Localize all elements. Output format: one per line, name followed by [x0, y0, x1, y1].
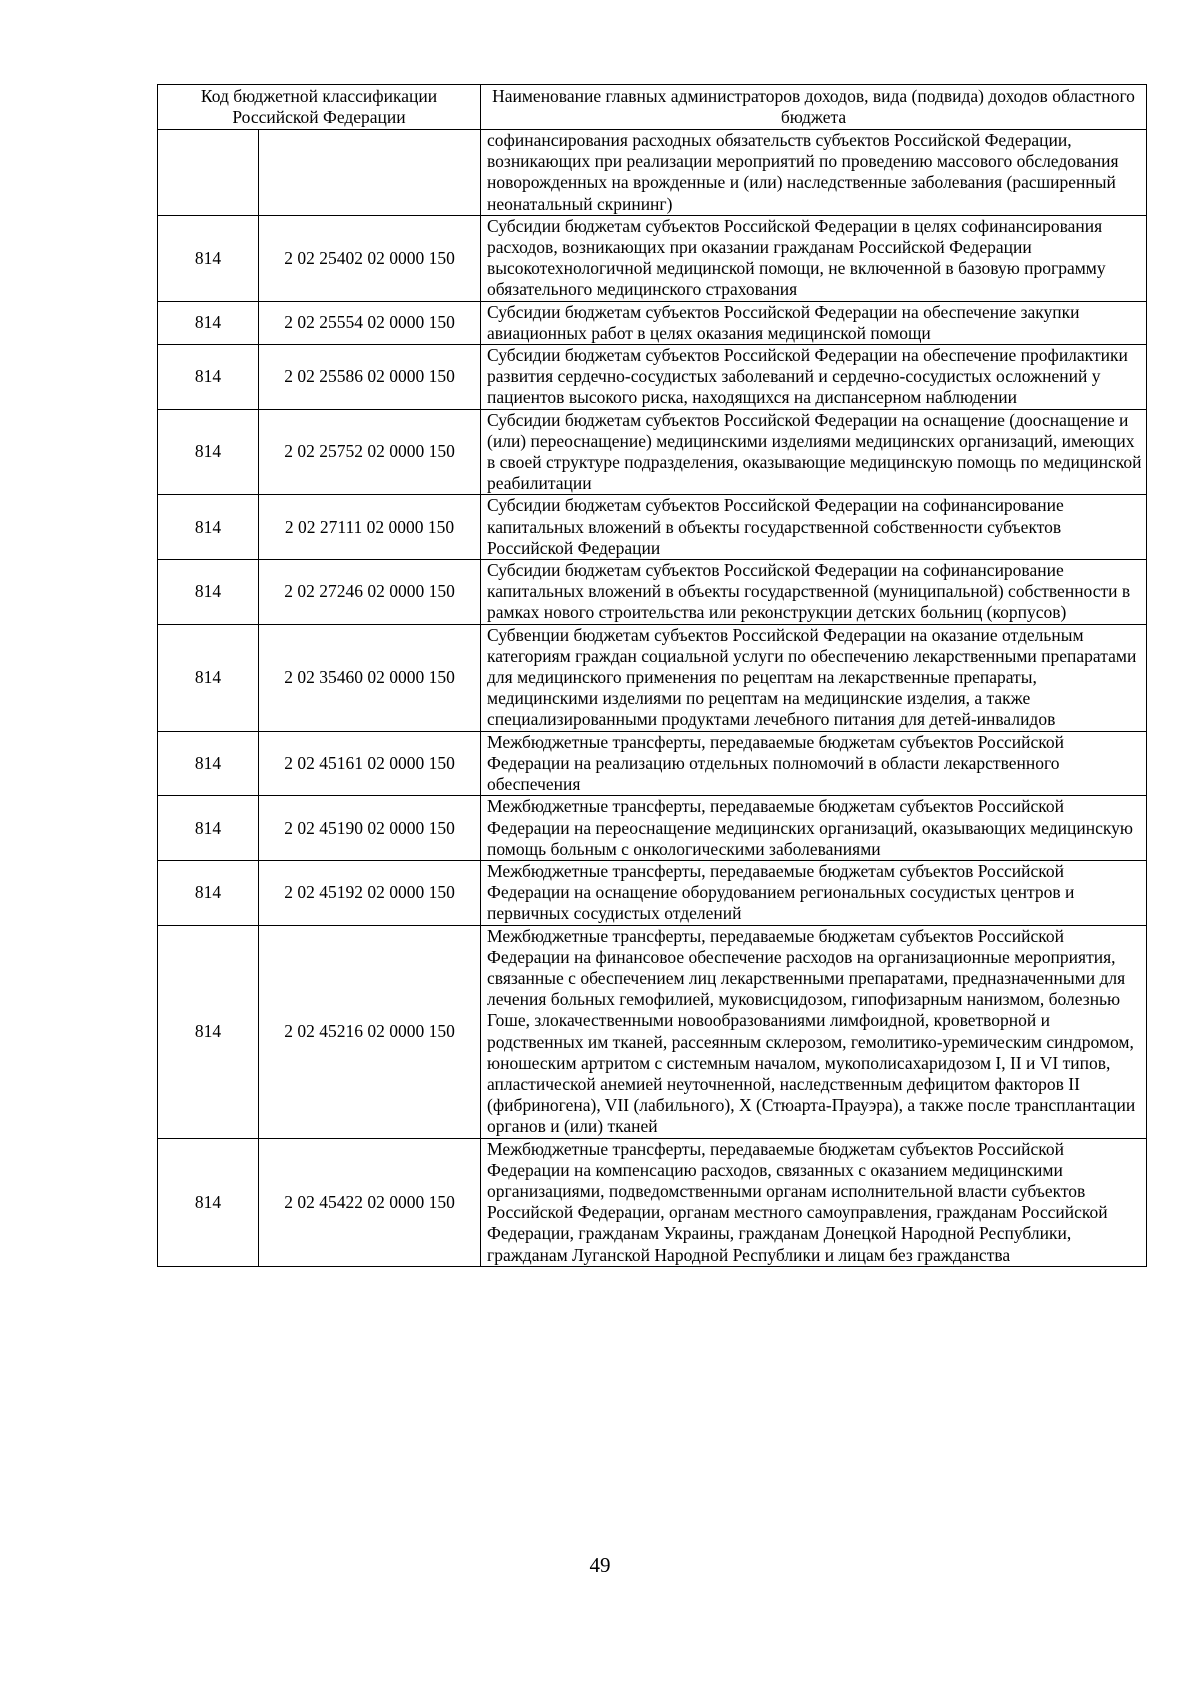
budget-code-cell — [259, 130, 481, 216]
admin-code-cell: 814 — [158, 731, 259, 796]
header-name: Наименование главных администраторов доходов, вида (подвида) доходов областного бюджета — [481, 85, 1147, 130]
income-name-cell: Субсидии бюджетам субъектов Российской Федерации на софинансирование капитальных вложений в объекты государственной собственности субъектов Российской Федерации — [481, 495, 1147, 560]
table-row — [158, 345, 1147, 410]
admin-code-cell: 814 — [158, 860, 259, 925]
budget-code-cell: 2 02 45422 02 0000 150 — [259, 1138, 481, 1266]
admin-code-cell: 814 — [158, 925, 259, 1138]
admin-code-cell: 814 — [158, 215, 259, 301]
admin-code-cell: 814 — [158, 345, 259, 410]
income-name-cell: Межбюджетные трансферты, передаваемые бюджетам субъектов Российской Федерации на переоснащение медицинских организаций, оказывающих медицинскую помощь больным с онкологическими заболеваниями — [481, 796, 1147, 861]
income-name-cell: Субсидии бюджетам субъектов Российской Федерации на обеспечение профилактики развития сердечно-сосудистых заболеваний и сердечно-сосудистых осложнений у пациентов высокого риска, находящихся на диспансерном наблюдении — [481, 345, 1147, 410]
income-name-cell: Субсидии бюджетам субъектов Российской Федерации на софинансирование капитальных вложений в объекты государственной (муниципальной) собственности в рамках нового строительства или реконструкции детских больниц (корпусов) — [481, 560, 1147, 625]
budget-code-cell: 2 02 25402 02 0000 150 — [259, 215, 481, 301]
income-name-cell: Субсидии бюджетам субъектов Российской Федерации на оснащение (дооснащение и (или) переоснащение) медицинскими изделиями медицинских организаций, имеющих в своей структуре подразделения, оказывающие медицинскую помощь по медицинской реабилитации — [481, 409, 1147, 495]
income-name-cell: Межбюджетные трансферты, передаваемые бюджетам субъектов Российской Федерации на реализацию отдельных полномочий в области лекарственного обеспечения — [481, 731, 1147, 796]
income-name-cell: Межбюджетные трансферты, передаваемые бюджетам субъектов Российской Федерации на компенсацию расходов, связанных с оказанием медицинскими организациями, подведомственными органам исполнительной власти субъектов Российской Федерации, органам местного самоуправления, гражданам Российской Федерации, гражданам Украины, гражданам Донецкой Народной Республики, гражданам Луганской Народной Республики и лицам без гражданства — [481, 1138, 1147, 1266]
admin-code-cell: 814 — [158, 1138, 259, 1266]
table-row — [158, 495, 1147, 560]
table-body — [158, 130, 1147, 1267]
budget-code-cell: 2 02 45161 02 0000 150 — [259, 731, 481, 796]
admin-code-cell: 814 — [158, 409, 259, 495]
table-row — [158, 860, 1147, 925]
income-name-cell: Межбюджетные трансферты, передаваемые бюджетам субъектов Российской Федерации на оснащение оборудованием региональных сосудистых центров и первичных сосудистых отделений — [481, 860, 1147, 925]
income-name-cell: Субсидии бюджетам субъектов Российской Федерации в целях софинансирования расходов, возникающих при оказании гражданам Российской Федерации высокотехнологичной медицинской помощи, не включенной в базовую программу обязательного медицинского страхования — [481, 215, 1147, 301]
table-row — [158, 130, 1147, 216]
income-name-cell: Межбюджетные трансферты, передаваемые бюджетам субъектов Российской Федерации на финансовое обеспечение расходов на организационные мероприятия, связанные с обеспечением лиц лекарственными препаратами, предназначенными для лечения больных гемофилией, муковисцидозом, гипофизарным нанизмом, болезнью Гоше, злокачественными новообразованиями лимфоидной, кроветворной и родственных им тканей, рассеянным склерозом, гемолитико-уремическим синдромом, юношеским артритом с системным началом, мукополисахаридозом I, II и VI типов, апластической анемией неуточненной, наследственным дефицитом факторов II (фибриногена), VII (лабильного), X (Стюарта-Прауэра), а также после трансплантации органов и (или) тканей — [481, 925, 1147, 1138]
admin-code-cell: 814 — [158, 301, 259, 344]
admin-code-cell: 814 — [158, 796, 259, 861]
income-name-cell: софинансирования расходных обязательств субъектов Российской Федерации, возникающих при реализации мероприятий по проведению массового обследования новорожденных на врожденные и (или) наследственные заболевания (расширенный неонатальный скрининг) — [481, 130, 1147, 216]
budget-code-cell: 2 02 25752 02 0000 150 — [259, 409, 481, 495]
header-code: Код бюджетной классификации Российской Федерации — [158, 85, 481, 130]
admin-code-cell: 814 — [158, 560, 259, 625]
table-row — [158, 925, 1147, 1138]
budget-code-cell: 2 02 45192 02 0000 150 — [259, 860, 481, 925]
budget-code-cell: 2 02 35460 02 0000 150 — [259, 624, 481, 731]
table-row — [158, 301, 1147, 344]
table-row — [158, 624, 1147, 731]
table-row — [158, 560, 1147, 625]
budget-classification-table — [157, 84, 1147, 1267]
table-row — [158, 1138, 1147, 1266]
income-name-cell: Субвенции бюджетам субъектов Российской Федерации на оказание отдельным категориям граждан социальной услуги по обеспечению лекарственными препаратами для медицинского применения по рецептам на лекарственные препараты, медицинскими изделиями по рецептам на медицинские изделия, а также специализированными продуктами лечебного питания для детей-инвалидов — [481, 624, 1147, 731]
page-number: 49 — [589, 1553, 611, 1577]
budget-code-cell: 2 02 25554 02 0000 150 — [259, 301, 481, 344]
table-row — [158, 796, 1147, 861]
income-name-cell: Субсидии бюджетам субъектов Российской Федерации на обеспечение закупки авиационных работ в целях оказания медицинской помощи — [481, 301, 1147, 344]
budget-code-cell: 2 02 45216 02 0000 150 — [259, 925, 481, 1138]
admin-code-cell — [158, 130, 259, 216]
budget-code-cell: 2 02 25586 02 0000 150 — [259, 345, 481, 410]
table-header-row — [158, 85, 1147, 130]
budget-code-cell: 2 02 45190 02 0000 150 — [259, 796, 481, 861]
table-row — [158, 215, 1147, 301]
table-row — [158, 409, 1147, 495]
budget-code-cell: 2 02 27246 02 0000 150 — [259, 560, 481, 625]
admin-code-cell: 814 — [158, 624, 259, 731]
table-row — [158, 731, 1147, 796]
budget-code-cell: 2 02 27111 02 0000 150 — [259, 495, 481, 560]
admin-code-cell: 814 — [158, 495, 259, 560]
